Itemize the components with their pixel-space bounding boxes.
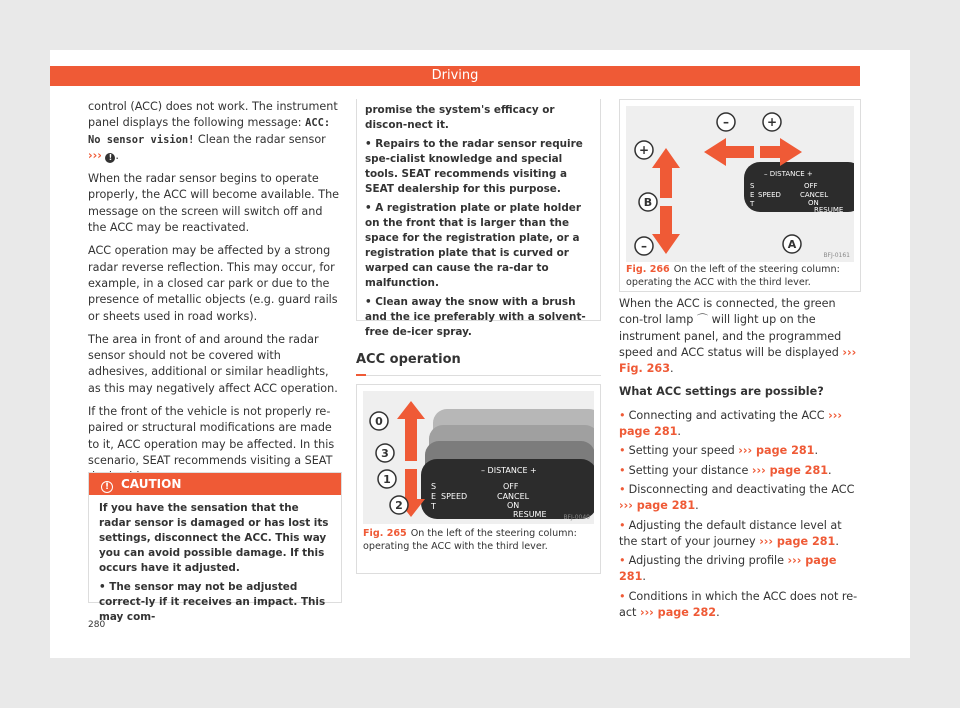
- bullet-icon: •: [619, 589, 626, 603]
- svg-text:3: 3: [381, 447, 389, 460]
- svg-text:A: A: [787, 238, 797, 251]
- svg-text:SPEED: SPEED: [758, 191, 781, 199]
- svg-text:B: B: [643, 196, 653, 209]
- cross-ref[interactable]: ››› Fig. 263: [619, 345, 857, 376]
- svg-text:ON: ON: [507, 501, 520, 510]
- bullet-icon: •: [619, 463, 626, 477]
- caution-bullet: • The sensor may not be adjusted correct-ly if it receives an impact. This may com-: [99, 581, 326, 623]
- svg-text:CANCEL: CANCEL: [800, 191, 829, 199]
- lever-drawing: [626, 106, 854, 262]
- cross-ref[interactable]: ››› page 281: [619, 554, 837, 584]
- acc-lamp-icon: ⌒: [696, 313, 709, 327]
- svg-text:S: S: [431, 482, 437, 491]
- cross-ref[interactable]: ››› page 281: [619, 408, 842, 439]
- list-item: • Disconnecting and deactivating the ACC ››› page 281.: [619, 482, 855, 513]
- list-item: • Conditions in which the ACC does not re-act ››› page 282.: [619, 589, 858, 620]
- cross-ref[interactable]: ››› page 281: [619, 499, 696, 513]
- bullet-icon: •: [619, 518, 626, 532]
- lever-drawing: [363, 391, 594, 524]
- svg-text:+: +: [766, 115, 778, 129]
- section-header: Driving: [50, 66, 860, 86]
- figure-code: BFJ-0161: [823, 252, 850, 259]
- bullet-icon: •: [365, 296, 376, 308]
- bullet-icon: •: [365, 138, 376, 150]
- svg-text:–: –: [723, 115, 729, 129]
- paragraph: ACC operation may be affected by a strong radar reverse reflection. This may occur, for example, in a closed car park or due to the presence of metallic objects (e.g. guard rails or sheets used in road works).: [88, 244, 338, 323]
- paragraph: If the front of the vehicle is not properly re-paired or structural modifications are made to it, ACC operation may be affected. In this scenario, SEAT recommends visiting a SEAT: [88, 405, 335, 467]
- svg-text:+: +: [638, 143, 650, 157]
- bullet-icon: •: [619, 408, 626, 422]
- figure-265: [356, 384, 601, 574]
- svg-text:RESUME: RESUME: [513, 510, 547, 519]
- lever-distance-label: – DISTANCE +: [764, 170, 813, 178]
- figure-caption: Fig. 266 On the left of the steering column: operating the ACC with the third lever.: [626, 264, 840, 288]
- svg-text:OFF: OFF: [503, 482, 519, 491]
- paragraph: When the radar sensor begins to operate properly, the ACC will become available. The message on the screen will switch off and the ACC may be reactivated.: [88, 172, 340, 235]
- figure-266: [619, 99, 861, 292]
- svg-text:E: E: [750, 191, 755, 199]
- cross-ref[interactable]: ››› page 282: [639, 606, 717, 620]
- lever-illustration: [626, 106, 854, 262]
- svg-text:E: E: [431, 492, 437, 501]
- svg-text:2: 2: [395, 499, 403, 512]
- paragraph: The area in front of and around the radar sensor should not be covered with adhesives, additional or similar headlights, as this may negatively affect ACC operation.: [88, 332, 338, 395]
- caution-bullet: • Repairs to the radar sensor require spe-cialist knowledge and special tools. SEAT recommends visiting a SEAT dealership for this purpose.: [365, 138, 583, 195]
- paragraph: When the ACC is connected, the green con-trol lamp ⌒ will light up on the instrument panel, and the programmed speed and ACC status will be displayed ››› Fig. 263.: [619, 297, 857, 376]
- page-number: 280: [88, 620, 106, 630]
- svg-text:CANCEL: CANCEL: [497, 492, 530, 501]
- svg-text:ON: ON: [808, 199, 819, 207]
- cross-ref[interactable]: ››› page 281: [751, 463, 829, 477]
- caution-text: If you have the sensation that the radar sensor is damaged or has lost its settings, disconnect the ACC. This way you can avoid possible damage. If this occurs have it adjusted.: [99, 502, 329, 574]
- svg-text:T: T: [750, 200, 755, 208]
- bullet-icon: •: [365, 202, 376, 214]
- bullet-icon: •: [619, 482, 626, 496]
- caution-continued: promise the system's efficacy or discon-nect it. • Repairs to the radar sensor require spe-cialist knowledge and special tools. SEAT recommends visiting a SEAT dealership for this purpose. • A registration plate or plate holder on the front that is larger than the space for the registration plate, or a registration plate that is curved or warped can cause the ra-dar to malfunction. • Clean away the snow with a brush and the ice preferably with a solvent-free de-icer spray.: [356, 99, 601, 321]
- warning-icon: !: [105, 153, 115, 163]
- paragraph: control (ACC) does not work. The instrument panel displays the following message: ACC: No sensor vision! Clean the radar sensor ››› ! .: [88, 100, 338, 162]
- column-1: [88, 99, 342, 493]
- question-heading: What ACC settings are possible?: [619, 385, 824, 399]
- svg-text:S: S: [750, 182, 755, 190]
- list-item: • Setting your distance ››› page 281.: [619, 463, 832, 477]
- bullet-icon: •: [99, 581, 110, 593]
- bullet-icon: •: [619, 554, 626, 568]
- lever-distance-label: – DISTANCE +: [481, 466, 537, 475]
- list-item: • Adjusting the default distance level at the start of your journey ››› page 281.: [619, 518, 842, 548]
- cross-ref[interactable]: ››› page 281: [738, 444, 815, 458]
- svg-text:0: 0: [375, 415, 383, 428]
- caution-box: [88, 472, 342, 623]
- svg-text:T: T: [431, 502, 436, 511]
- list-item: • Setting your speed ››› page 281.: [619, 444, 818, 458]
- screen-message: ACC: No sensor vision!: [88, 117, 331, 146]
- caution-bullet: • Clean away the snow with a brush and the ice preferably with a solvent-free de-icer spray.: [365, 296, 586, 338]
- section-title: ACC operation: [356, 352, 601, 376]
- list-item: • Adjusting the driving profile ››› page 281.: [619, 554, 837, 584]
- bullet-icon: •: [619, 444, 626, 458]
- cross-ref[interactable]: ›››: [88, 148, 102, 162]
- figure-caption: Fig. 265 On the left of the steering column: operating the ACC with the third lever.: [363, 528, 577, 552]
- figure-code: BFJ-0040: [563, 514, 590, 521]
- lever-illustration: [363, 391, 594, 524]
- caution-bullet: • A registration plate or plate holder on the front that is larger than the space for the registration plate, or a registration plate that is curved or warped can cause the ra-dar to malfunction.: [365, 202, 581, 289]
- cross-ref[interactable]: ››› page 281: [759, 534, 836, 548]
- svg-text:1: 1: [383, 473, 391, 486]
- svg-text:OFF: OFF: [804, 182, 818, 190]
- svg-text:SPEED: SPEED: [441, 492, 468, 501]
- caution-title: ! CAUTION: [89, 473, 341, 495]
- list-item: • Connecting and activating the ACC ››› page 281.: [619, 408, 842, 439]
- svg-text:RESUME: RESUME: [814, 206, 844, 214]
- caution-icon: !: [101, 481, 113, 493]
- svg-text:–: –: [641, 239, 647, 253]
